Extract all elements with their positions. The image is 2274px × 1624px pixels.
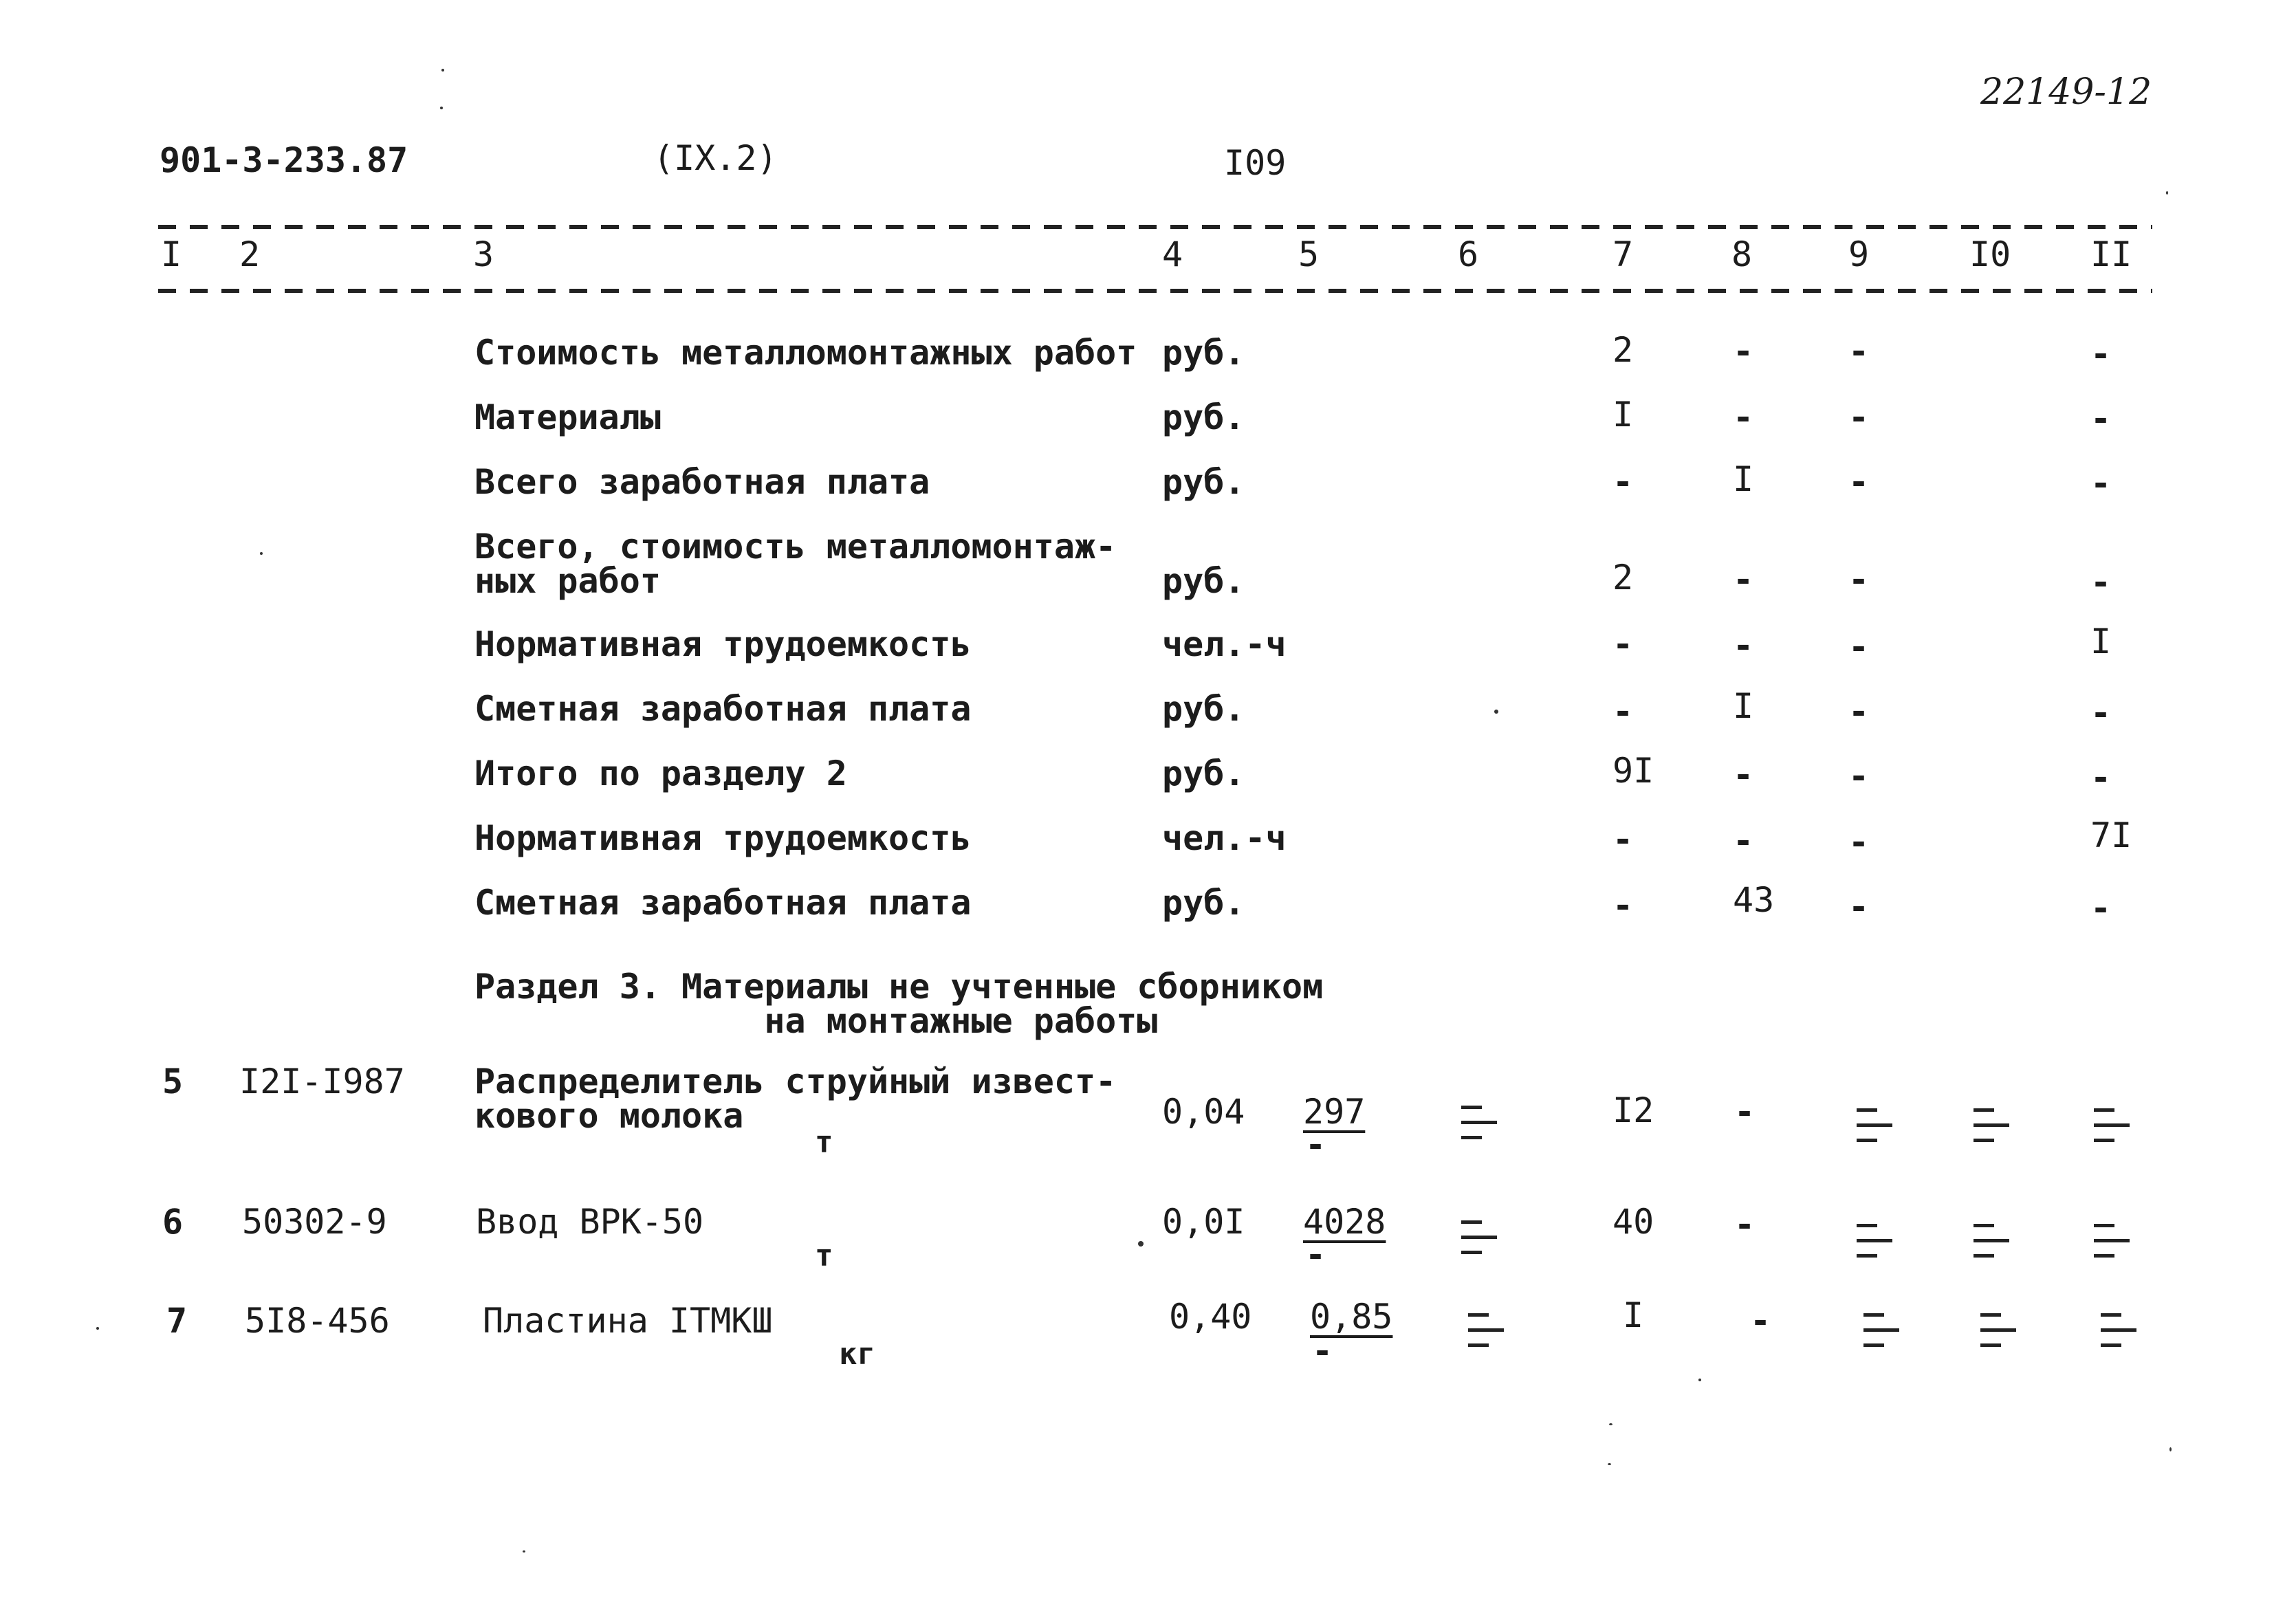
scan-speck (2166, 191, 2168, 195)
fraction-dash-mark (2101, 1313, 2136, 1354)
column-header-3: 3 (473, 234, 494, 274)
fraction-dash-mark (2094, 1224, 2130, 1265)
material-row-code: I2I-I987 (239, 1062, 405, 1101)
summary-row-name: Материалы (474, 397, 661, 437)
material-row-price: 0,85 (1310, 1297, 1393, 1337)
summary-row-col8: - (1733, 331, 1754, 371)
summary-row-col9: - (1848, 756, 1870, 796)
summary-row-col11: - (2090, 562, 2112, 602)
summary-row-col11: I (2090, 622, 2112, 661)
summary-row-col9: - (1848, 397, 1870, 437)
summary-row-unit: руб. (1162, 462, 1245, 502)
summary-row-name: Всего заработная плата (474, 462, 930, 502)
summary-row-col7: - (1612, 462, 1634, 502)
column-header-1: I (161, 234, 182, 274)
column-header-7: 7 (1612, 234, 1634, 274)
scan-speck (260, 552, 263, 555)
column-header-8: 8 (1731, 234, 1753, 274)
material-row-col7: I2 (1612, 1090, 1654, 1130)
summary-row-col9: - (1848, 627, 1870, 667)
material-row-number: 5 (162, 1062, 184, 1101)
summary-row-col9: - (1848, 822, 1870, 862)
summary-row-col8: I (1733, 686, 1754, 726)
fraction-dash-mark (1980, 1313, 2016, 1354)
column-header-5: 5 (1298, 234, 1320, 274)
summary-row-col11: - (2090, 463, 2112, 503)
header-top-dashed-rule (158, 225, 2152, 229)
summary-row-col11: - (2090, 334, 2112, 374)
fraction-dash-mark (1461, 1220, 1497, 1262)
summary-row-col7: - (1612, 692, 1634, 732)
summary-row-name: Сметная заработная плата (474, 883, 972, 923)
summary-row-col9: - (1848, 462, 1870, 502)
summary-row-col8: - (1733, 626, 1754, 666)
material-row-quantity: 0,40 (1169, 1297, 1252, 1337)
page-number: I09 (1224, 143, 1287, 183)
material-row-col7: 40 (1612, 1202, 1654, 1242)
summary-row-unit: руб. (1162, 333, 1245, 373)
material-row-price-sub: - (1305, 1125, 1326, 1165)
summary-row-name: Нормативная трудоемкость (474, 818, 972, 858)
fraction-dash-mark (1863, 1313, 1899, 1354)
material-row-name: Распределитель струйный извест- кового молока (474, 1062, 1117, 1136)
material-row-col8: - (1734, 1205, 1756, 1244)
summary-row-name: Итого по разделу 2 (474, 754, 847, 793)
material-row-unit: кг (839, 1337, 875, 1372)
scan-speck (523, 1550, 525, 1552)
material-row-price: 4028 (1303, 1202, 1386, 1242)
summary-row-col11: - (2090, 399, 2112, 439)
scan-speck (96, 1327, 99, 1330)
column-header-9: 9 (1848, 234, 1870, 274)
column-header-11: II (2090, 234, 2132, 274)
material-row-name: Пластина ITMKШ (483, 1301, 773, 1341)
summary-row-col8: - (1733, 560, 1754, 600)
summary-row-unit: руб. (1162, 754, 1245, 793)
scan-speck (1138, 1241, 1144, 1247)
summary-row-col7: 9I (1612, 751, 1654, 791)
material-row-unit: т (815, 1238, 833, 1273)
material-row-price: 297 (1303, 1092, 1366, 1132)
scan-speck (2169, 1447, 2172, 1451)
summary-row-col7: 2 (1612, 558, 1634, 597)
fraction-dash-mark (1468, 1313, 1504, 1354)
scan-speck (1494, 710, 1498, 714)
summary-row-col8: - (1733, 755, 1754, 795)
summary-row-col7: 2 (1612, 330, 1634, 370)
scan-speck (1609, 1423, 1612, 1425)
header-bottom-dashed-rule (158, 289, 2152, 293)
fraction-dash-mark (1857, 1224, 1892, 1265)
material-row-price-sub: - (1312, 1331, 1333, 1371)
summary-row-col7: I (1612, 395, 1634, 435)
summary-row-unit: руб. (1162, 561, 1245, 601)
material-row-price-sub: - (1305, 1235, 1326, 1275)
material-row-col8: - (1734, 1092, 1756, 1132)
summary-row-col8: I (1733, 459, 1754, 499)
column-header-2: 2 (239, 234, 261, 274)
material-row-code: 50302-9 (242, 1202, 387, 1242)
summary-row-col8: 43 (1733, 880, 1775, 920)
summary-row-col11: - (2090, 758, 2112, 798)
scan-speck (441, 69, 444, 72)
summary-row-name: Всего, стоимость металломонтаж- ных работ (474, 527, 1117, 601)
column-header-4: 4 (1162, 234, 1183, 274)
section-3-title: Раздел 3. Материалы не учтенные сборником на монтажные работы (474, 967, 1324, 1041)
fraction-dash-mark (1857, 1108, 1892, 1150)
material-row-quantity: 0,04 (1162, 1092, 1245, 1132)
scan-speck (1698, 1379, 1701, 1381)
summary-row-unit: руб. (1162, 689, 1245, 729)
scan-speck (440, 107, 443, 109)
column-header-6: 6 (1458, 234, 1479, 274)
material-row-col8: - (1750, 1301, 1771, 1341)
material-row-col7: I (1623, 1295, 1644, 1335)
summary-row-col9: - (1848, 560, 1870, 600)
summary-row-col7: - (1612, 624, 1634, 664)
archive-stamp-number: 22149-12 (1980, 72, 2152, 113)
summary-row-name: Сметная заработная плата (474, 689, 972, 729)
summary-row-unit: руб. (1162, 397, 1245, 437)
summary-row-name: Нормативная трудоемкость (474, 624, 972, 664)
document-code: 901-3-233.87 (160, 140, 408, 180)
material-row-code: 5I8-456 (245, 1301, 390, 1341)
summary-row-col9: - (1848, 692, 1870, 732)
summary-row-col9: - (1848, 887, 1870, 927)
summary-row-col7: - (1612, 820, 1634, 859)
summary-row-col9: - (1848, 331, 1870, 371)
summary-row-name: Стоимость металломонтажных работ (474, 333, 1137, 373)
summary-row-unit: чел.-ч (1162, 818, 1287, 858)
scan-speck (1608, 1463, 1611, 1465)
fraction-dash-mark (1461, 1106, 1497, 1147)
summary-row-col8: - (1733, 821, 1754, 861)
fraction-dash-mark (1974, 1108, 2009, 1150)
fraction-dash-mark (2094, 1108, 2130, 1150)
summary-row-col11: 7I (2090, 815, 2132, 855)
column-header-10: I0 (1969, 234, 2011, 274)
section-code: (IX.2) (653, 138, 778, 178)
material-row-number: 7 (166, 1301, 188, 1341)
material-row-number: 6 (162, 1202, 184, 1242)
summary-row-col11: - (2090, 888, 2112, 928)
fraction-dash-mark (1974, 1224, 2009, 1265)
summary-row-unit: руб. (1162, 883, 1245, 923)
material-row-unit: т (815, 1125, 833, 1160)
summary-row-unit: чел.-ч (1162, 624, 1287, 664)
material-row-quantity: 0,0I (1162, 1202, 1245, 1242)
summary-row-col7: - (1612, 886, 1634, 925)
summary-row-col11: - (2090, 693, 2112, 733)
summary-row-col8: - (1733, 397, 1754, 437)
material-row-name: Ввод ВРК-50 (476, 1202, 704, 1242)
